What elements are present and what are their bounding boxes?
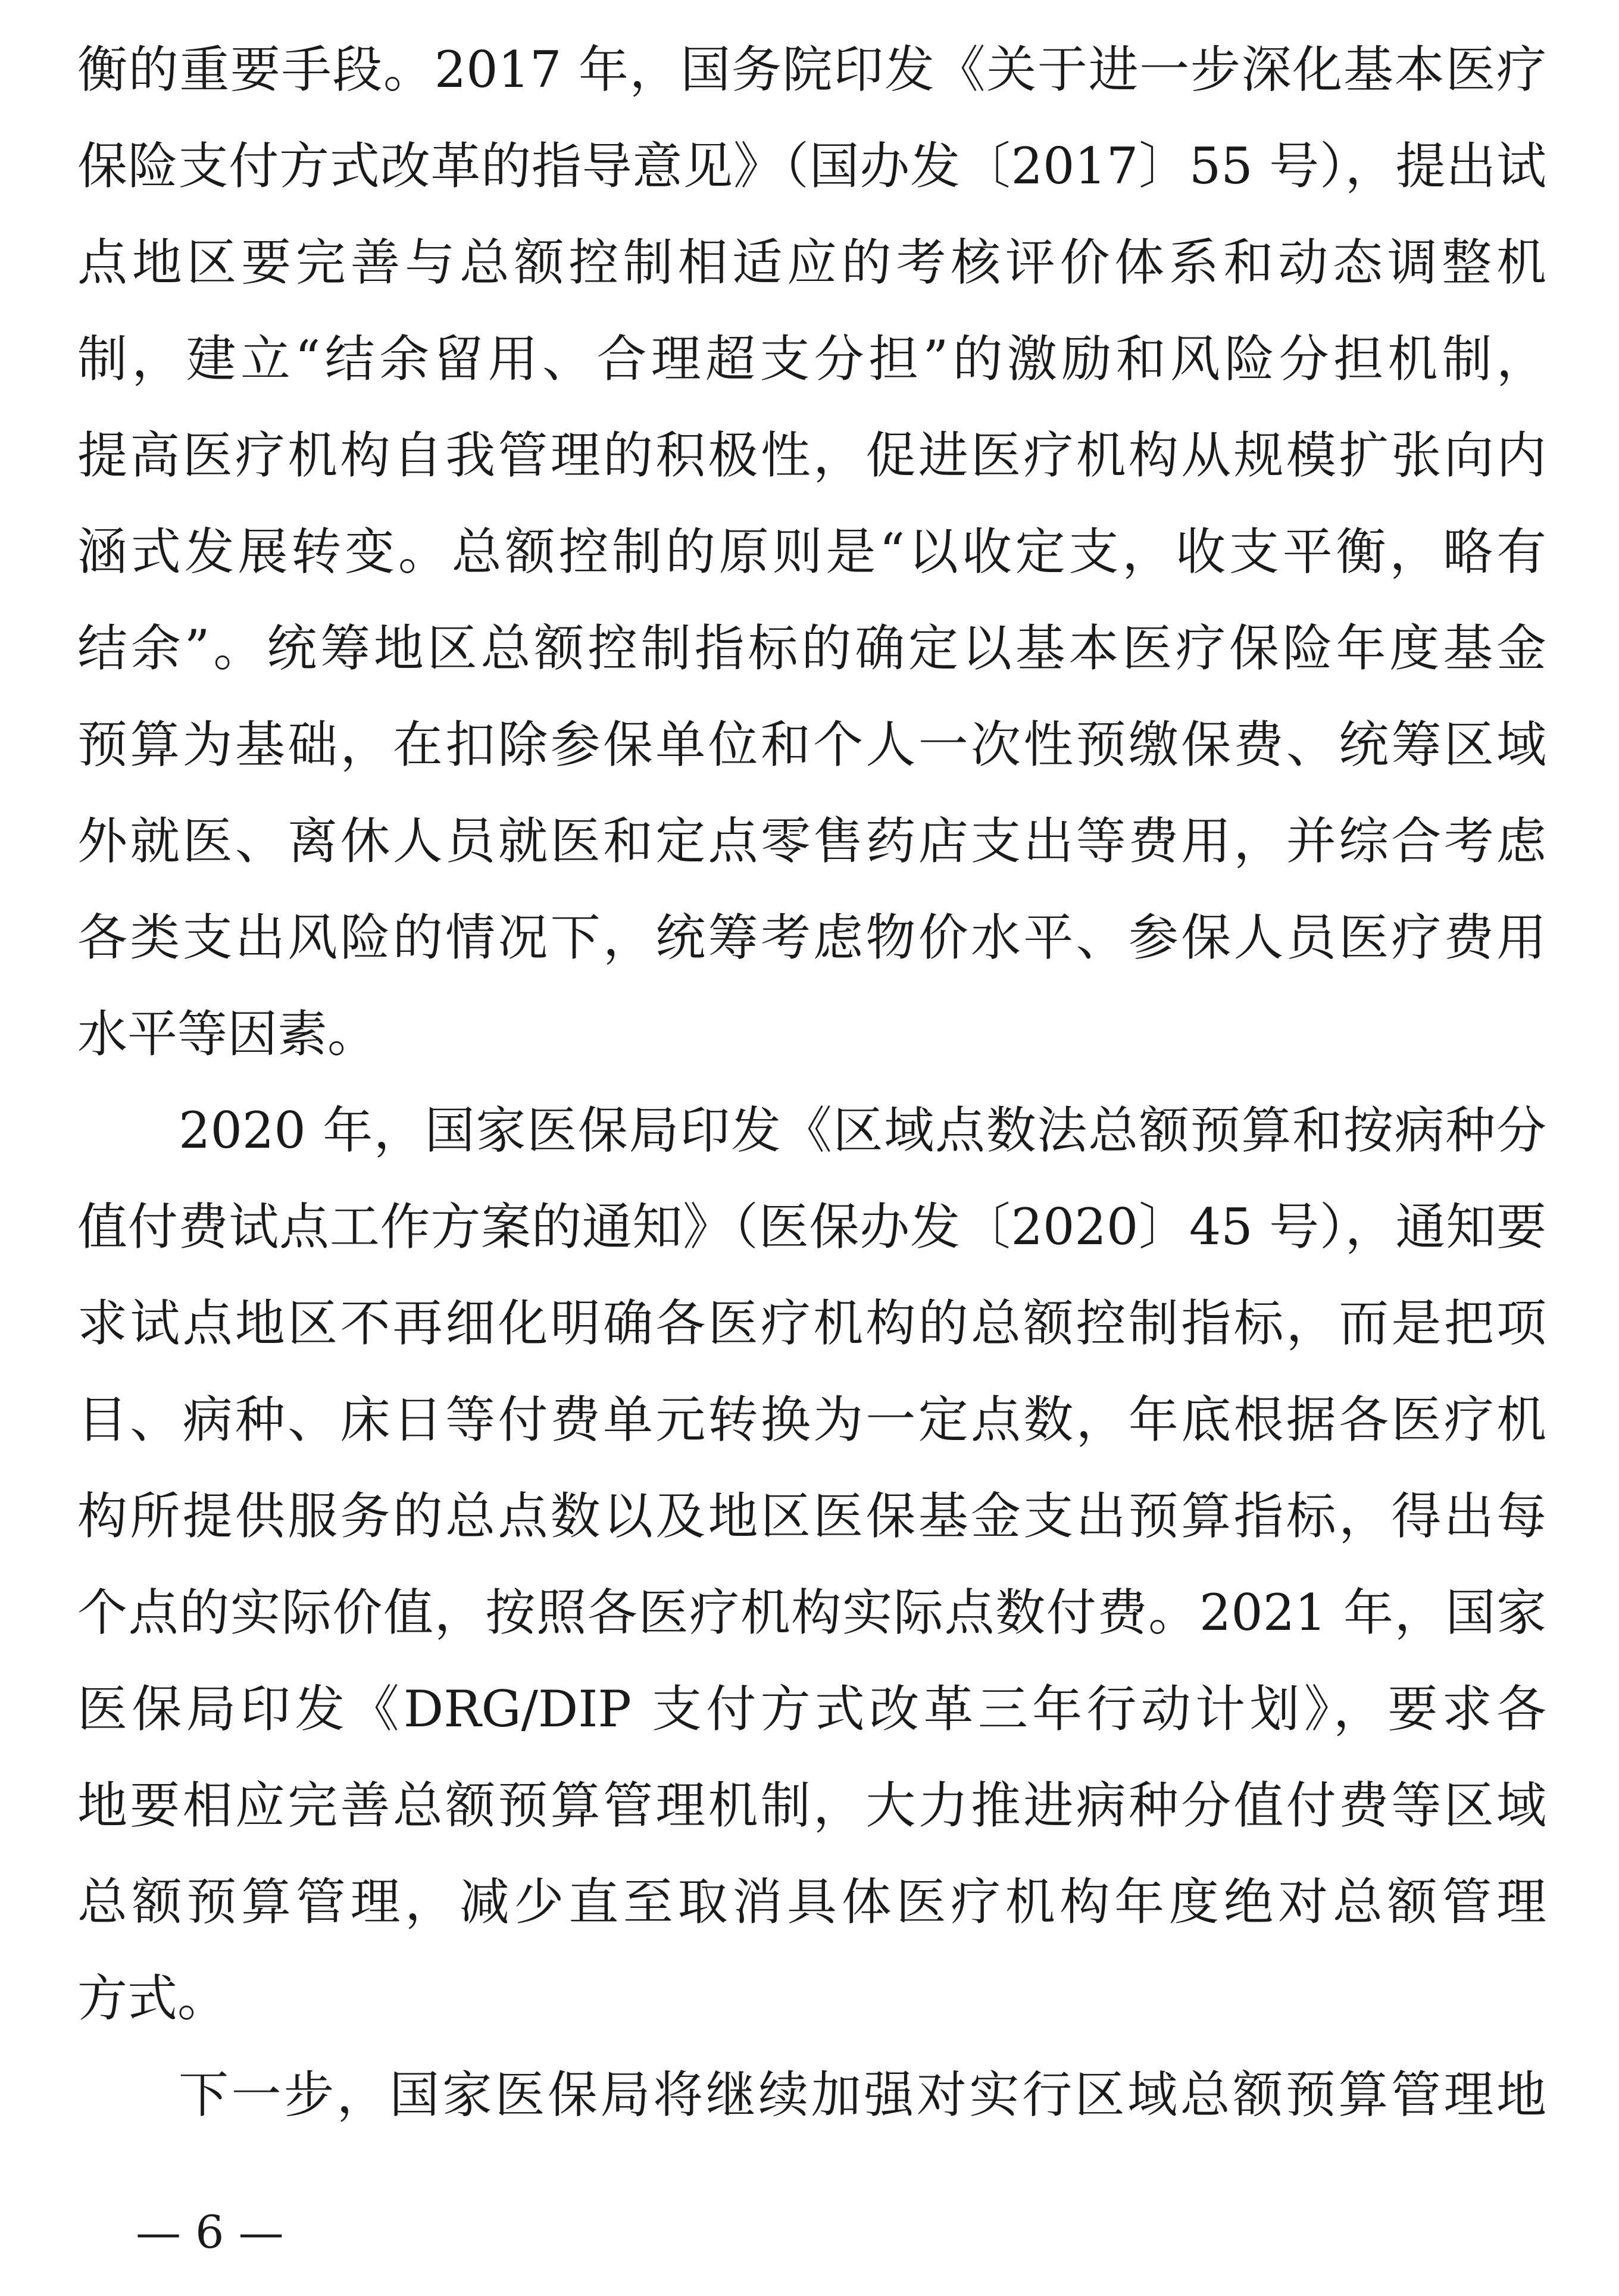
text-line: 下一步，国家医保局将继续加强对实行区域总额预算管理地 <box>179 2066 1546 2124</box>
document-page <box>77 21 1546 2143</box>
text-line: 预算为基础，在扣除参保单位和个人一次性预缴保费、统筹区域 <box>77 716 1546 774</box>
text-line: 外就医、离休人员就医和定点零售药店支出等费用，并综合考虑 <box>77 812 1546 870</box>
text-line: 目、病种、床日等付费单元转换为一定点数，年底根据各医疗机 <box>77 1391 1546 1449</box>
text-line: 涵式发展转变。总额控制的原则是“以收定支，收支平衡，略有 <box>77 523 1546 581</box>
text-line: 保险支付方式改革的指导意见》（国办发〔2017〕55 号），提出试 <box>77 137 1546 195</box>
text-line: 各类支出风险的情况下，统筹考虑物价水平、参保人员医疗费用 <box>77 908 1546 967</box>
text-line: 方式。 <box>77 1969 228 2028</box>
paragraph-3 <box>77 2047 1546 2143</box>
text-line: 制，建立“结余留用、合理超支分担”的激励和风险分担机制， <box>77 330 1546 388</box>
text-line: 构所提供服务的总点数以及地区医保基金支出预算指标，得出每 <box>77 1487 1546 1545</box>
page-number: — 6 — <box>136 2206 284 2258</box>
paragraph-2 <box>77 1082 1546 2047</box>
text-line: 个点的实际价值，按照各医疗机构实际点数付费。2021 年，国家 <box>77 1583 1546 1642</box>
text-line: 总额预算管理，减少直至取消具体医疗机构年度绝对总额管理 <box>77 1873 1546 1931</box>
paragraph-1 <box>77 21 1546 1082</box>
text-line: 衡的重要手段。2017 年，国务院印发《关于进一步深化基本医疗 <box>77 40 1546 99</box>
text-line: 值付费试点工作方案的通知》（医保办发〔2020〕45 号），通知要 <box>77 1198 1546 1256</box>
text-line: 2020 年，国家医保局印发《区域点数法总额预算和按病种分 <box>179 1101 1546 1160</box>
text-line: 点地区要完善与总额控制相适应的考核评价体系和动态调整机 <box>77 233 1546 292</box>
text-line: 地要相应完善总额预算管理机制，大力推进病种分值付费等区域 <box>77 1776 1546 1835</box>
text-line: 结余”。统筹地区总额控制指标的确定以基本医疗保险年度基金 <box>77 619 1546 677</box>
text-line: 求试点地区不再细化明确各医疗机构的总额控制指标，而是把项 <box>77 1294 1546 1352</box>
text-line: 提高医疗机构自我管理的积极性，促进医疗机构从规模扩张向内 <box>77 426 1546 485</box>
text-line: 医保局印发《DRG/DIP 支付方式改革三年行动计划》，要求各 <box>77 1680 1546 1738</box>
text-line: 水平等因素。 <box>77 1005 378 1063</box>
